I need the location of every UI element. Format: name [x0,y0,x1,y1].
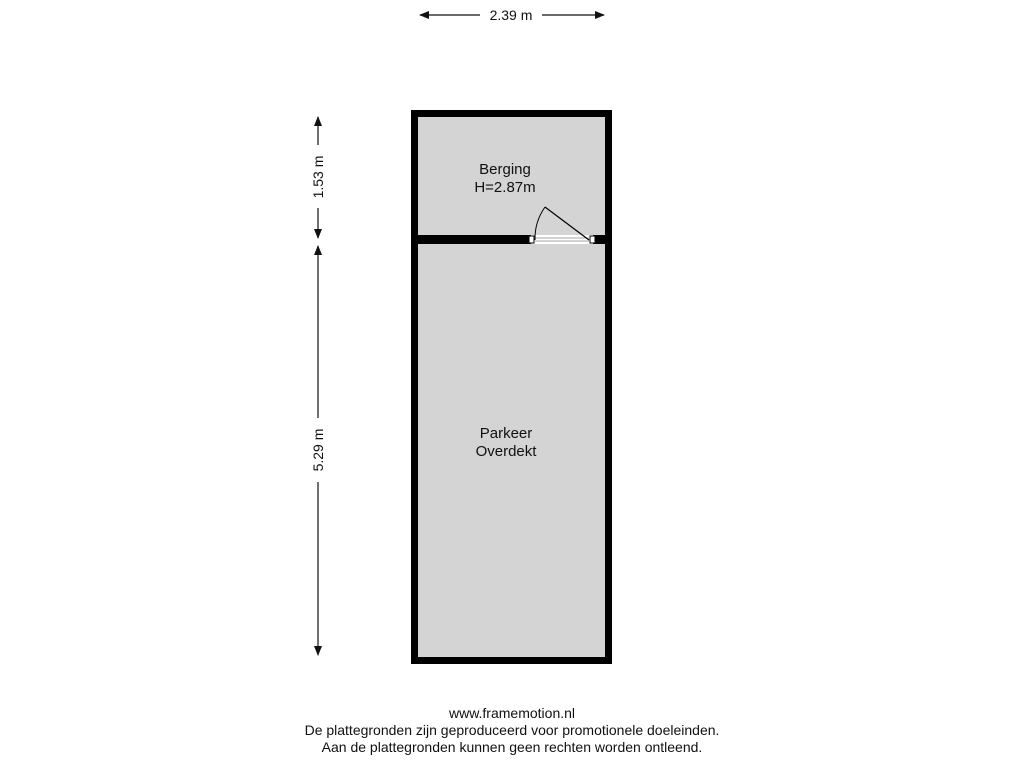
width-label: 2.39 m [489,7,533,23]
parking-depth-label: 5.29 m [310,428,326,472]
footer-disclaimer-line2: Aan de plattegronden kunnen geen rechten worden ontleend. [321,739,703,755]
disclaimer-footer [0,705,1024,756]
storage-depth-dimension [310,117,326,238]
footer-disclaimer-line1: De plattegronden zijn geproduceerd voor promotionele doeleinden. [304,722,720,738]
parking-depth-dimension [310,246,326,655]
parking-room-name-line1: Parkeer [479,425,533,442]
storage-depth-label: 1.53 m [310,155,326,199]
storage-room-height: H=2.87m [474,179,536,196]
door-jamb-left [529,236,534,243]
width-dimension [420,7,604,23]
door-jamb-right [590,236,595,243]
storage-room-name: Berging [479,161,531,178]
footer-url: www.framemotion.nl [448,705,576,721]
building [411,110,612,664]
parking-room-name-line2: Overdekt [475,443,537,460]
